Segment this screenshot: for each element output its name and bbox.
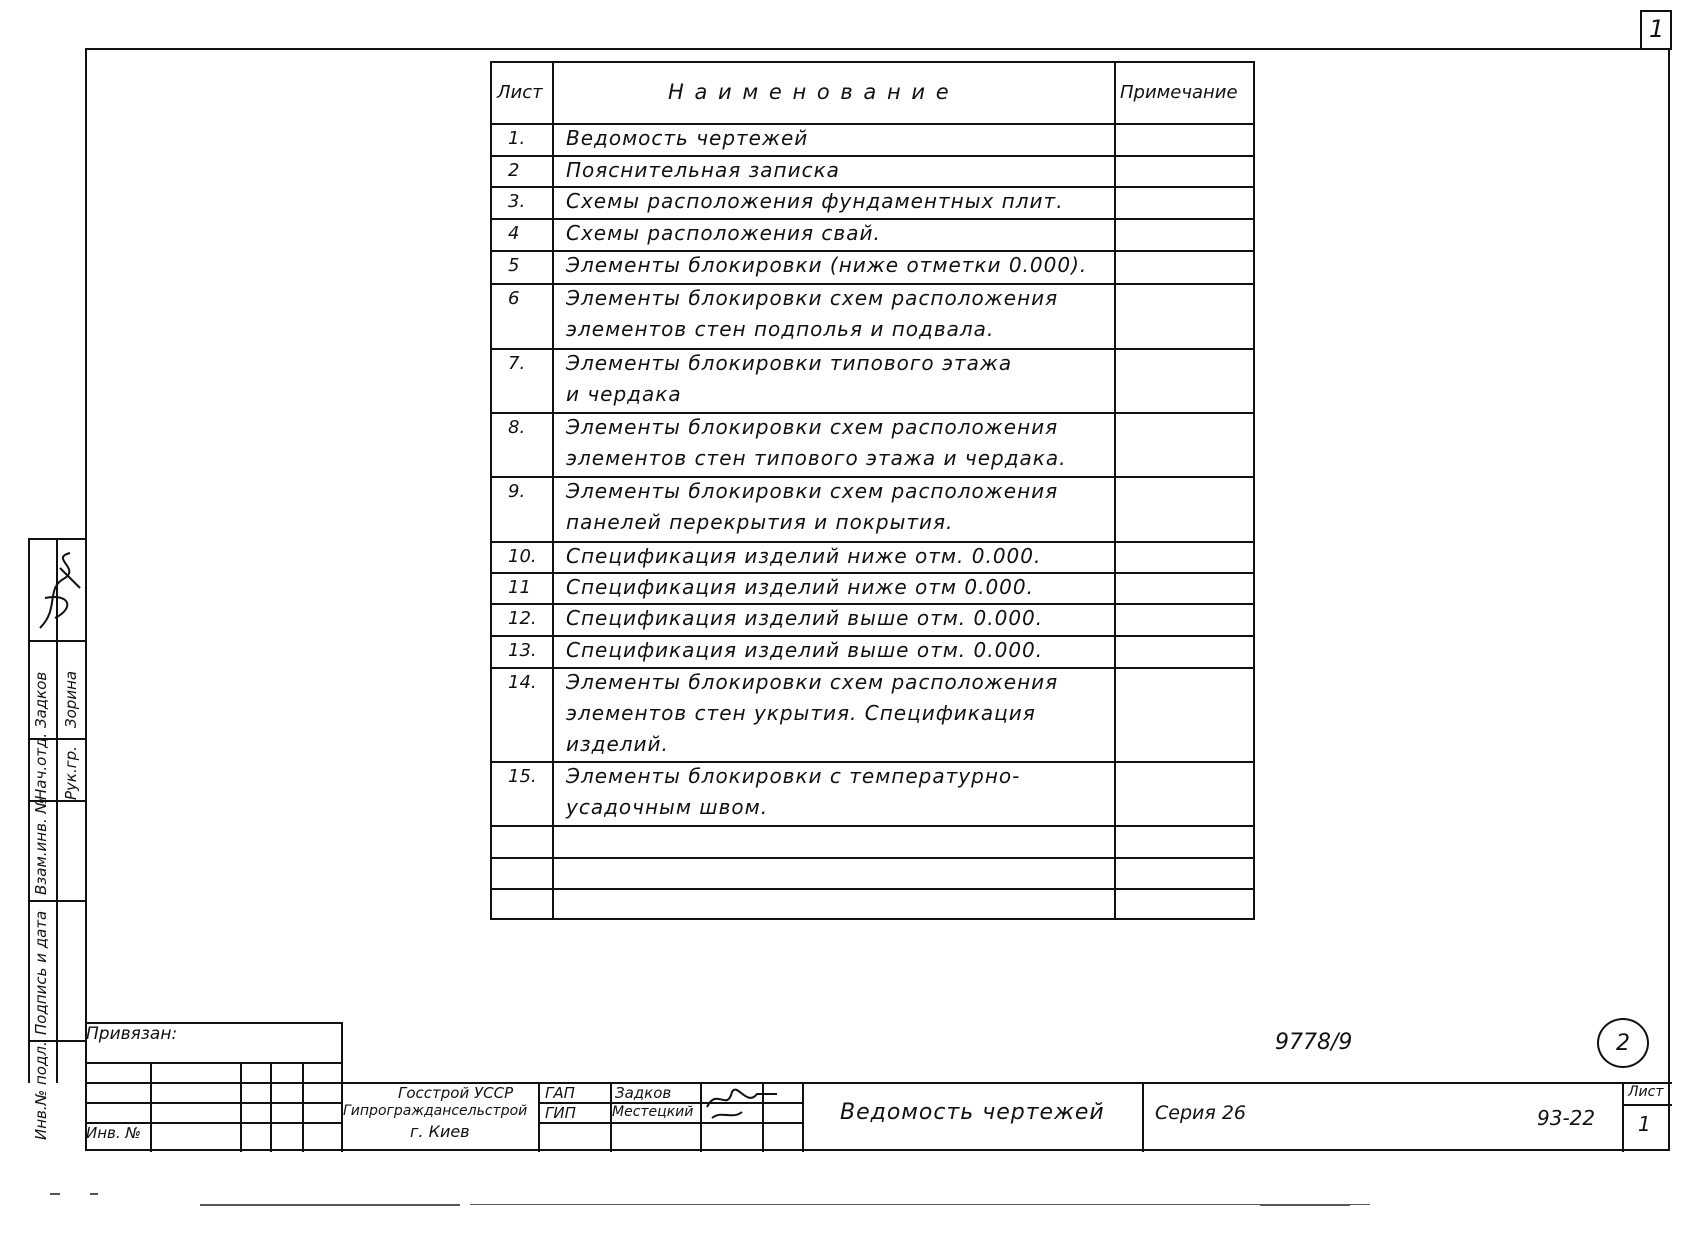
row-divider [490, 218, 1255, 220]
row-sheet-number: 9. [508, 481, 526, 502]
row-sheet-number: 5 [508, 255, 520, 276]
row-sheet-number: 1. [508, 128, 526, 149]
row-sheet-number: 3. [508, 191, 526, 212]
circled-number-text: 2 [1616, 1030, 1630, 1056]
series-code: 93-22 [1537, 1106, 1596, 1130]
row-divider [490, 541, 1255, 543]
row-title-line: элементов стен типового этажа и чердака. [566, 446, 1067, 470]
table-header-divider [490, 123, 1255, 125]
row-sheet-number: 15. [508, 766, 537, 787]
row-divider [490, 412, 1255, 414]
row-divider [490, 283, 1255, 285]
org-line-3: г. Киев [410, 1122, 470, 1141]
series-label: Серия 26 [1155, 1102, 1247, 1124]
stamp-vzam-inv: Взам.инв. № [32, 797, 50, 895]
signature-gap-icon [702, 1082, 782, 1122]
row-title-line: Элементы блокировки схем расположения [566, 286, 1059, 310]
row-divider [490, 572, 1255, 574]
sheet-title: Ведомость чертежей [840, 1100, 1105, 1125]
stamp-ruk-gr: Рук.гр. [62, 746, 80, 800]
header-name: Н а и м е н о в а н и е [668, 80, 951, 104]
row-divider [490, 761, 1255, 763]
sheet-label: Лист [1628, 1084, 1664, 1100]
signature-zadkov-icon [30, 548, 86, 638]
row-title-line: и чердака [566, 382, 682, 406]
row-divider [490, 186, 1255, 188]
row-title-line: Элементы блокировки схем расположения [566, 670, 1059, 694]
org-line-2: Гипрограждансельстрой [343, 1103, 528, 1119]
row-sheet-number: 4 [508, 223, 520, 244]
row-sheet-number: 14. [508, 672, 537, 693]
row-divider [490, 155, 1255, 157]
header-sheet: Лист [497, 82, 543, 103]
row-divider [490, 250, 1255, 252]
row-title-line: элементов стен укрытия. Спецификация [566, 701, 1036, 725]
name-mesteckiy: Местецкий [612, 1104, 694, 1120]
handwritten-code: 9778/9 [1275, 1030, 1353, 1055]
row-title-line: Элементы блокировки типового этажа [566, 351, 1013, 375]
row-title-line: Спецификация изделий ниже отм 0.000. [566, 575, 1034, 599]
row-divider [490, 825, 1255, 827]
row-sheet-number: 6 [508, 288, 520, 309]
circled-number [1597, 1018, 1649, 1068]
stamp-podpis-data: Подпись и дата [32, 910, 50, 1035]
corner-sheet-number: 1 [1649, 15, 1665, 43]
row-title-line: Спецификация изделий выше отм. 0.000. [566, 638, 1044, 662]
sheet-value: 1 [1638, 1112, 1651, 1136]
row-title-line: Элементы блокировки (ниже отметки 0.000). [566, 253, 1088, 277]
stamp-zorina: Зорина [62, 670, 80, 728]
org-line-1: Госстрой УССР [398, 1084, 514, 1102]
row-sheet-number: 10. [508, 546, 537, 567]
row-sheet-number: 7. [508, 353, 526, 374]
row-divider [490, 635, 1255, 637]
row-title-line: Спецификация изделий ниже отм. 0.000. [566, 544, 1042, 568]
row-title-line: Схемы расположения свай. [566, 221, 881, 245]
row-sheet-number: 11 [508, 577, 531, 598]
row-title-line: Элементы блокировки с температурно- [566, 764, 1021, 788]
row-title-line: Элементы блокировки схем расположения [566, 479, 1059, 503]
empty-row-divider [490, 857, 1255, 859]
row-title-line: Пояснительная записка [566, 158, 840, 182]
stamp-inv-podl: Инв.№ подл. [32, 1041, 50, 1140]
name-zadkov: Задков [615, 1084, 672, 1102]
stamp-nach-otd: Нач.отд. [32, 732, 50, 800]
row-divider [490, 476, 1255, 478]
row-title-line: панелей перекрытия и покрытия. [566, 510, 954, 534]
empty-row-divider [490, 888, 1255, 890]
row-divider [490, 348, 1255, 350]
role-gip: ГИП [545, 1104, 576, 1122]
privyazan-label: Привязан: [86, 1024, 178, 1044]
row-sheet-number: 8. [508, 417, 526, 438]
header-note: Примечание [1120, 82, 1238, 103]
row-title-line: усадочным швом. [566, 795, 769, 819]
row-sheet-number: 12. [508, 608, 537, 629]
row-divider [490, 667, 1255, 669]
row-sheet-number: 13. [508, 640, 537, 661]
row-title-line: Ведомость чертежей [566, 126, 809, 150]
row-title-line: элементов стен подполья и подвала. [566, 317, 995, 341]
stamp-zadkov: Задков [32, 671, 50, 728]
row-title-line: Спецификация изделий выше отм. 0.000. [566, 606, 1044, 630]
row-divider [490, 603, 1255, 605]
row-title-line: Схемы расположения фундаментных плит. [566, 189, 1064, 213]
row-title-line: изделий. [566, 732, 669, 756]
row-sheet-number: 2 [508, 160, 520, 181]
inv-number-label: Инв. № [86, 1124, 142, 1142]
row-title-line: Элементы блокировки схем расположения [566, 415, 1059, 439]
role-gap: ГАП [545, 1084, 575, 1102]
